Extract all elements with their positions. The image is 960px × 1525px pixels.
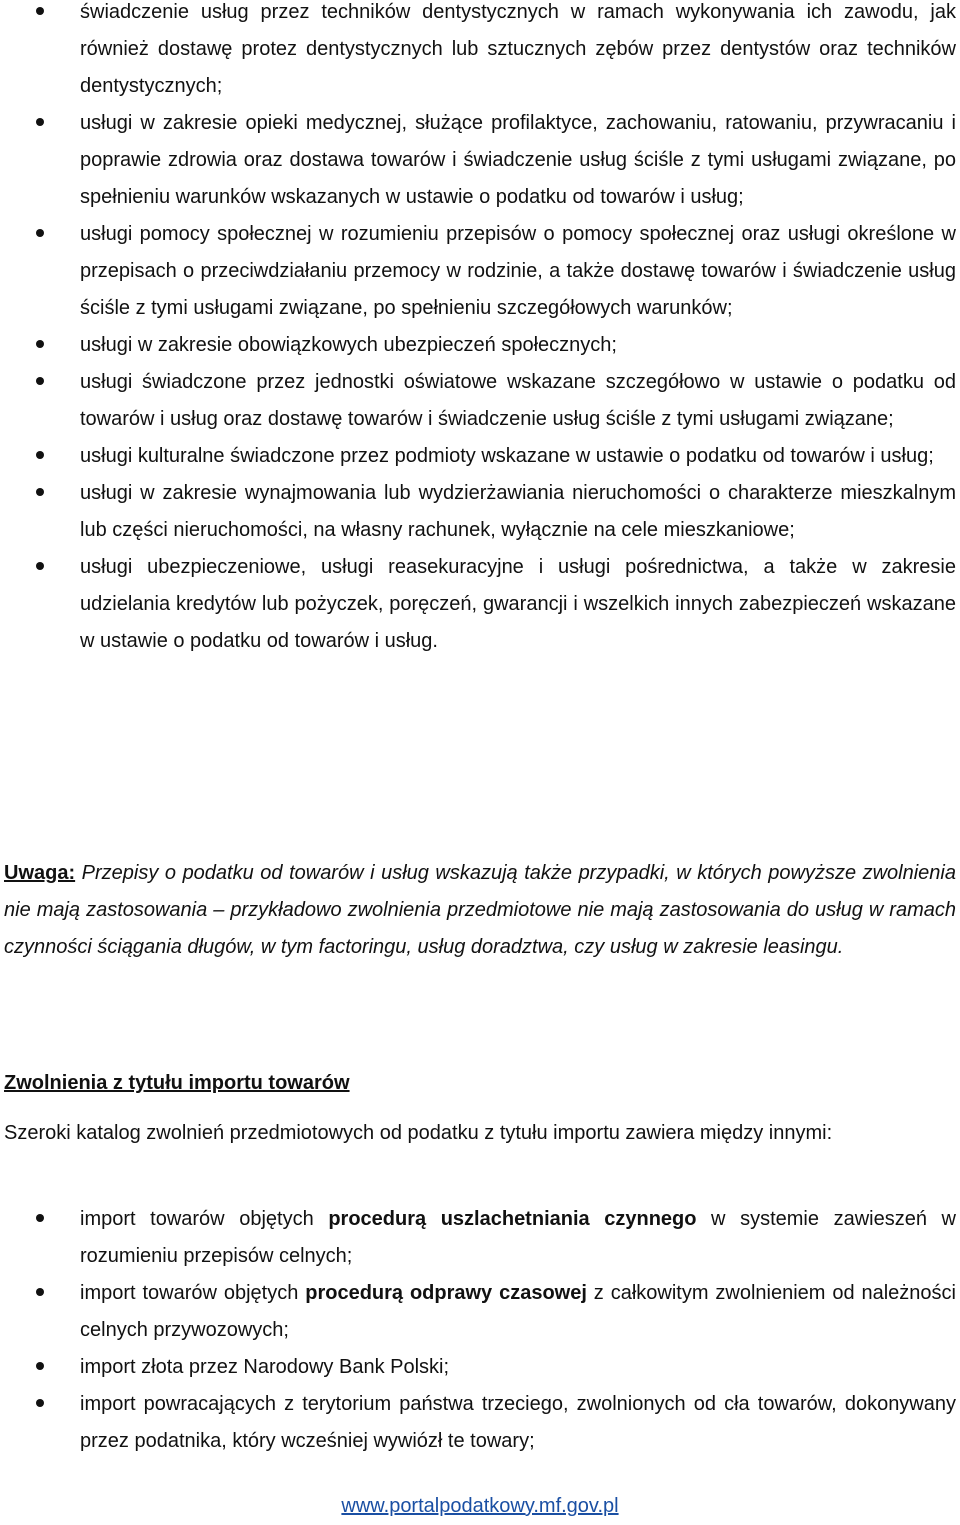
list-item-text: świadczenie usług przez techników dentystycznych w ramach wykonywania ich zawodu, jak również dostawę protez dentystycznych lub sztucznych zębów przez dentystów oraz techników dentystycznych; (80, 1, 956, 97)
list-item-text-pre: import towarów objętych (80, 1208, 329, 1230)
section-title: Zwolnienia z tytułu importu towarów (4, 1072, 350, 1094)
list-item-text: usługi w zakresie opieki medycznej, służące profilaktyce, zachowaniu, ratowaniu, przywracaniu i poprawie zdrowia oraz dostawa towarów i świadczenie usług ściśle z tymi usługami związane, po spełnieniu warunków wskazanych w ustawie o podatku od towarów i usług; (80, 112, 956, 208)
bullet-icon (36, 451, 44, 459)
list-item (0, 475, 960, 549)
list-item (0, 364, 960, 438)
list-item-text: usługi pomocy społecznej w rozumieniu przepisów o pomocy społecznej oraz usługi określone w przepisach o przeciwdziałaniu przemocy w rodzinie, a także dostawę towarów i świadczenie usług ściśle z tymi usługami związane, po spełnieniu szczegółowych warunków; (80, 223, 956, 319)
import-exemptions-list (0, 1201, 960, 1460)
list-item-text-post: z całkowitym zwolnieniem od należności celnych przywozowych; (80, 1282, 956, 1341)
list-item (0, 1386, 960, 1460)
page-footer (0, 1495, 960, 1518)
list-item-text: usługi kulturalne świadczone przez podmioty wskazane w ustawie o podatku od towarów i usług; (80, 445, 934, 467)
intro-paragraph: Szeroki katalog zwolnień przedmiotowych od podatku z tytułu importu zawiera między innymi: (4, 1122, 833, 1144)
exemption-services-list (0, 0, 960, 660)
bullet-icon (36, 1399, 44, 1407)
list-item (0, 0, 960, 105)
list-item (0, 438, 960, 475)
bullet-icon (36, 562, 44, 570)
list-item (0, 549, 960, 660)
list-item-text-bold: procedurą odprawy czasowej (305, 1282, 587, 1304)
list-item (0, 216, 960, 327)
note-paragraph (4, 855, 956, 966)
bullet-icon (36, 488, 44, 496)
note-text: Przepisy o podatku od towarów i usług wskazują także przypadki, w których powyższe zwolnienia nie mają zastosowania – przykładowo zwolnienia przedmiotowe nie mają zastosowania do usług w ramach czynności ściągania długów, w tym factoringu, usług doradztwa, czy usług w zakresie leasingu. (4, 862, 956, 958)
list-item-text-pre: import towarów objętych (80, 1282, 306, 1304)
list-item (0, 1349, 960, 1386)
list-item-text: import powracających z terytorium państwa trzeciego, zwolnionych od cła towarów, dokonywany przez podatnika, który wcześniej wywiózł te towary; (80, 1393, 956, 1452)
bullet-icon (36, 340, 44, 348)
list-item (0, 1201, 960, 1275)
bullet-icon (36, 118, 44, 126)
bullet-icon (36, 377, 44, 385)
list-item-text: usługi w zakresie obowiązkowych ubezpieczeń społecznych; (80, 334, 617, 356)
list-item-text: usługi w zakresie wynajmowania lub wydzierżawiania nieruchomości o charakterze mieszkalnym lub części nieruchomości, na własny rachunek, wyłącznie na cele mieszkaniowe; (80, 482, 956, 541)
bullet-icon (36, 7, 44, 15)
list-item (0, 1275, 960, 1349)
bullet-icon (36, 229, 44, 237)
list-item-text: usługi świadczone przez jednostki oświatowe wskazane szczegółowo w ustawie o podatku od towarów i usług oraz dostawę towarów i świadczenie usług ściśle z tymi usługami związane; (80, 371, 956, 430)
bullet-icon (36, 1362, 44, 1370)
footer-link[interactable]: www.portalpodatkowy.mf.gov.pl (341, 1495, 619, 1517)
list-item-text-bold: procedurą uszlachetniania czynnego (328, 1208, 697, 1230)
list-item-text-post: w systemie zawieszeń w rozumieniu przepisów celnych; (80, 1208, 956, 1267)
bullet-icon (36, 1214, 44, 1222)
list-item-text: usługi ubezpieczeniowe, usługi reasekuracyjne i usługi pośrednictwa, a także w zakresie udzielania kredytów lub pożyczek, poręczeń, gwarancji i wszelkich innych zabezpieczeń wskazane w ustawie o podatku od towarów i usług. (80, 556, 956, 652)
list-item (0, 327, 960, 364)
note-label: Uwaga: (4, 862, 76, 884)
bullet-icon (36, 1288, 44, 1296)
list-item-text: import złota przez Narodowy Bank Polski; (80, 1356, 450, 1378)
list-item (0, 105, 960, 216)
